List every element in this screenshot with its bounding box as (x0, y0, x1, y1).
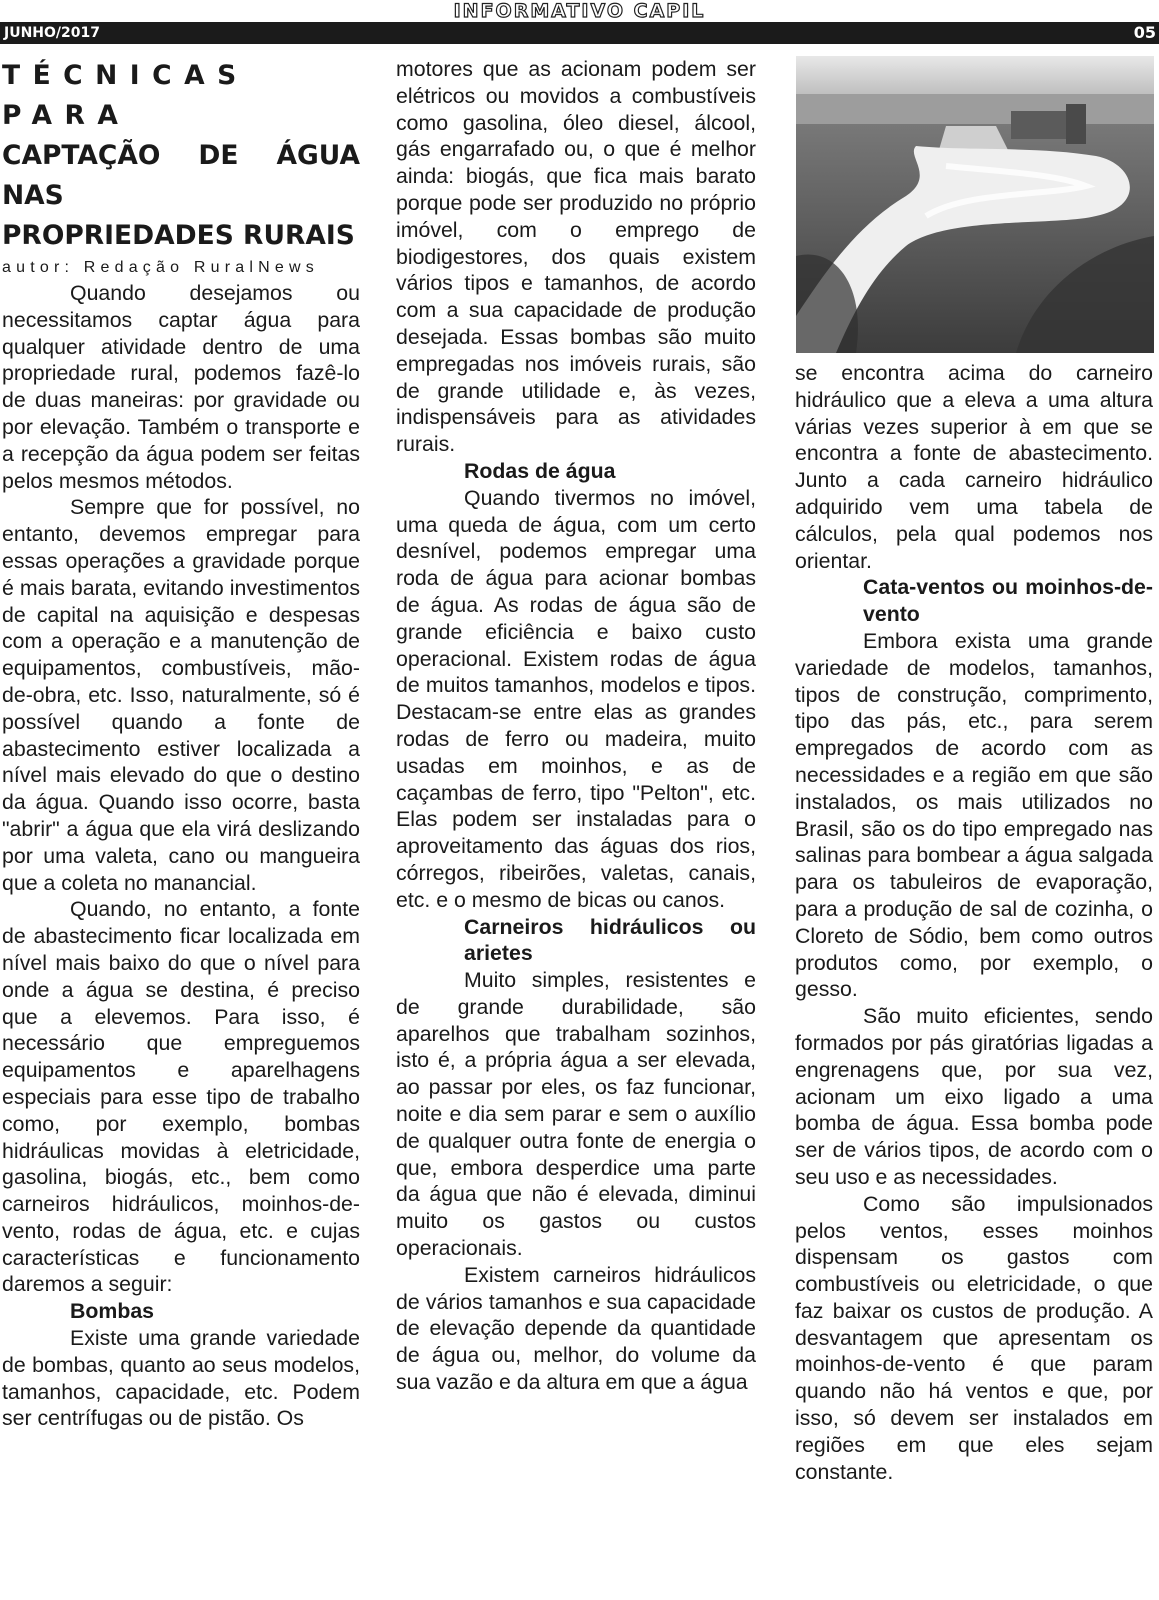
section-heading-cata-ventos: Cata-ventos ou moinhos-de-vento (863, 575, 1153, 627)
paragraph: Existe uma grande variedade de bombas, quanto ao seus modelos, tamanhos, capacidade, etc. Podem ser centrífugas ou de pistão. Os (2, 1326, 360, 1431)
paragraph: Quando desejamos ou necessitamos captar água para qualquer atividade dentro de uma propriedade rural, podemos fazê-lo de duas maneiras: por gravidade ou por elevação. Também o transporte e a recepção da água podem ser feitas pelos mesmos métodos. (2, 281, 360, 493)
paragraph: motores que as acionam podem ser elétricos ou movidos a combustíveis como gasolina, óleo diesel, álcool, gás engarrafado ou, o que é melhor ainda: biogás, que fica mais barato porque pode ser produzido no próprio imóvel, com o emprego de biodigestores, dos quais existem vários tipos e tamanhos, de acordo com a sua capacidade de produção desejada. Essas bombas são muito empregadas nos imóveis rurais, são de grande utilidade e, às vezes, indispensáveis para as atividades rurais. (396, 57, 756, 457)
river-photo (796, 56, 1154, 353)
section-heading-bombas: Bombas (70, 1299, 155, 1324)
paragraph: Existem carneiros hidráulicos de vários tamanhos e sua capacidade de elevação depende da quantidade de água ou, melhor, do volume da sua vazão e da altura em que a água (396, 1262, 756, 1395)
paragraph: Embora exista uma grande variedade de modelos, tamanhos, tipos de construção, comprimento, tipo das pás, etc., para serem empregados de acordo com as necessidades e a região em que são instalados, os mais utilizados no Brasil, são os do tipo empregado nas salinas para bombear a água salgada para os tabuleiros de evaporação, para a produção de sal de cozinha, o Cloreto de Sódio, bem como outros produtos como, por exemplo, o gesso. (795, 628, 1153, 1002)
paragraph: Quando tivermos no imóvel, uma queda de água, com um certo desnível, podemos empregar uma roda de água para acionar bombas de água. As rodas de água são de grande eficiência e baixo custo operacional. Existem rodas de água de muitos tamanhos, modelos e tipos. Destacam-se entre elas as grandes rodas de ferro ou madeira, muito usadas em moinhos, e as de caçambas de ferro, tipo "Pelton", etc. Elas podem ser instaladas para o aproveitamento das águas dos rios, córregos, ribeirões, valetas, canais, etc. e o mesmo de bicas ou canos. (396, 485, 756, 912)
article-author: autor: Redação RuralNews (2, 259, 319, 276)
masthead-title: INFORMATIVO CAPIL (453, 0, 706, 22)
river-photo-illustration (796, 56, 1154, 353)
paragraph: Quando, no entanto, a fonte de abastecimento ficar localizada em nível mais baixo do que o nível para onde a água se destina, é preciso que a elevemos. Para isso, é necessário que empreguemos equipamentos e aparelhagens especiais para esse tipo de trabalho como, por exemplo, bombas hidráulicas movidas à eletricidade, gasolina, biogás, etc., bem como carneiros hidráulicos, moinhos-de-vento, rodas de água, etc. e cujas características e funcionamento daremos a seguir: (2, 897, 360, 1297)
article-title-line-2: CAPTAÇÃO DE ÁGUA NAS (2, 140, 360, 211)
issue-date: JUNHO/2017 (4, 25, 100, 41)
paragraph: São muito eficientes, sendo formados por pás giratórias ligadas a engrenagens que, por sua vez, acionam um eixo ligado a uma bomba de água. Essa bomba pode ser de vários tipos, de acordo com o seu uso e as necessidades. (795, 1004, 1153, 1189)
column-2 (396, 56, 756, 1396)
page-number: 05 (1133, 23, 1156, 42)
paragraph: Como são impulsionados pelos ventos, esses moinhos dispensam os gastos com combustíveis ou eletricidade, o que faz baixar os custos de produção. A desvantagem que apresentam os moinhos-de-vento é que param quando não há ventos e que, por isso, só devem ser instalados em regiões em que eles sejam constante. (795, 1191, 1153, 1484)
article-title-line-3: PROPRIEDADES RURAIS (2, 220, 355, 251)
section-heading-carneiros: Carneiros hidráulicos ou arietes (464, 914, 756, 966)
section-heading-rodas: Rodas de água (464, 458, 616, 483)
paragraph: Muito simples, resistentes e de grande durabilidade, são aparelhos que trabalham sozinhos, isto é, a própria água a ser elevada, ao passar por eles, os faz funcionar, noite e dia sem parar e sem o auxílio de qualquer outra fonte de energia o que, embora desperdice uma parte da água que não é elevada, diminui muito os gastos ou custos operacionais. (396, 968, 756, 1261)
column-3 (795, 360, 1153, 1485)
column-1 (2, 56, 360, 1432)
paragraph: Sempre que for possível, no entanto, devemos empregar para essas operações a gravidade porque é mais barata, evitando investimentos de capital na aquisição e despesas com a operação e a manutenção de equipamentos, combustíveis, mão-de-obra, etc. Isso, naturalmente, só é possível quando a fonte de abastecimento estiver localizada a nível mais elevado do que o destino da água. Quando isso ocorre, basta "abrir" a água que ela virá deslizando por uma valeta, cano ou mangueira que a coleta no manancial. (2, 495, 360, 895)
article-title-line-1: TÉCNICAS PARA (2, 60, 249, 131)
header-bar (0, 22, 1159, 44)
paragraph: se encontra acima do carneiro hidráulico que a eleva a uma altura várias vezes superior à em que se encontra a fonte de abastecimento. Junto a cada carneiro hidráulico adquirido vem uma tabela de cálculos, pela qual podemos nos orientar. (795, 361, 1153, 573)
